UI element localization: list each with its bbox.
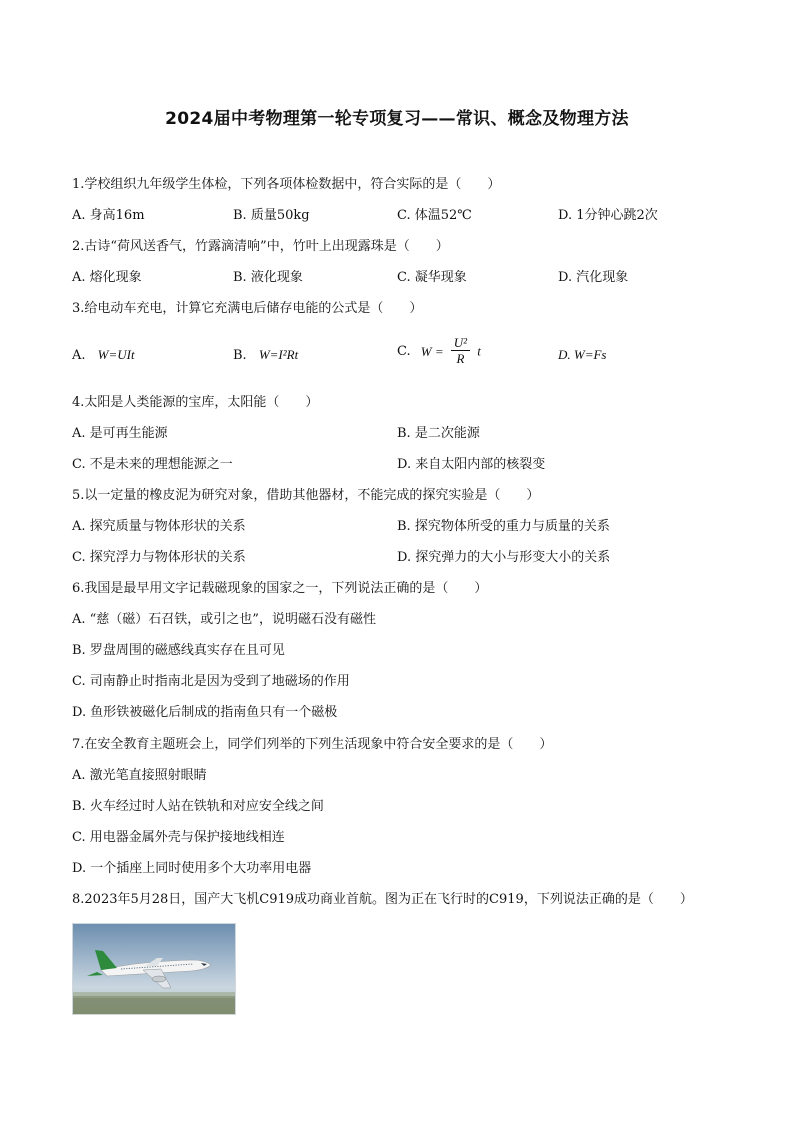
question-5-stem: 5.以一定量的橡皮泥为研究对象，借助其他器材，不能完成的探究实验是（ ）	[72, 488, 540, 503]
question-3-option-a[interactable]	[72, 346, 135, 365]
option-b-formula: W=I²Rt	[258, 347, 299, 362]
question-1-stem: 1.学校组织九年级学生体检，下列各项体检数据中，符合实际的是（ ）	[72, 177, 501, 192]
question-7-option-b[interactable]: B. 火车经过时人站在铁轨和对应安全线之间	[72, 799, 324, 814]
question-5-option-b[interactable]: B. 探究物体所受的重力与质量的关系	[397, 519, 610, 534]
question-7-option-a[interactable]: A. 激光笔直接照射眼睛	[72, 768, 207, 783]
fraction-numerator: U²	[451, 336, 470, 351]
question-1-option-b[interactable]: B. 质量50kg	[233, 208, 310, 223]
question-1-option-a[interactable]: A. 身高16m	[72, 208, 145, 223]
option-c-prefix: C.	[397, 344, 411, 359]
question-3-option-c[interactable]	[397, 336, 481, 367]
option-a-formula: W=UIt	[97, 347, 135, 362]
option-d-formula: D. W=Fs	[558, 347, 607, 362]
option-b-prefix: B.	[233, 348, 247, 363]
c919-airplane-photo	[72, 923, 236, 1015]
question-5-option-d[interactable]: D. 探究弹力的大小与形变大小的关系	[397, 550, 611, 565]
question-4-stem: 4.太阳是人类能源的宝库，太阳能（ ）	[72, 395, 319, 410]
option-c-tail: t	[477, 343, 481, 359]
question-1-option-d[interactable]: D. 1分钟心跳2次	[558, 208, 658, 223]
question-1-option-c[interactable]: C. 体温52℃	[397, 208, 472, 223]
question-5-option-c[interactable]: C. 探究浮力与物体形状的关系	[72, 550, 246, 565]
option-c-fraction	[451, 336, 470, 367]
question-5-option-a[interactable]: A. 探究质量与物体形状的关系	[72, 519, 246, 534]
question-6-stem: 6.我国是最早用文字记载磁现象的国家之一，下列说法正确的是（ ）	[72, 581, 488, 596]
question-7-stem: 7.在安全教育主题班会上，同学们列举的下列生活现象中符合安全要求的是（ ）	[72, 737, 553, 752]
question-4-option-b[interactable]: B. 是二次能源	[397, 426, 480, 441]
question-2-option-d[interactable]: D. 汽化现象	[558, 270, 629, 285]
question-3-option-b[interactable]	[233, 346, 298, 365]
question-6-option-c[interactable]: C. 司南静止时指南北是因为受到了地磁场的作用	[72, 674, 350, 689]
page-title: 2024届中考物理第一轮专项复习——常识、概念及物理方法	[165, 109, 629, 129]
question-6-option-a[interactable]: A. “慈（磁）石召铁，或引之也”，说明磁石没有磁性	[72, 612, 376, 627]
question-7-option-c[interactable]: C. 用电器金属外壳与保护接地线相连	[72, 830, 285, 845]
question-2-option-c[interactable]: C. 凝华现象	[397, 270, 467, 285]
question-4-option-c[interactable]: C. 不是未来的理想能源之一	[72, 457, 233, 472]
question-8-stem: 8.2023年5月28日，国产大飞机C919成功商业首航。图为正在飞行时的C919，下列说法正确的是（ ）	[72, 892, 693, 907]
question-4-option-d[interactable]: D. 来自太阳内部的核裂变	[397, 457, 546, 472]
question-2-stem: 2.古诗“荷风送香气，竹露滴清响”中，竹叶上出现露珠是（ ）	[72, 239, 449, 254]
question-6-option-b[interactable]: B. 罗盘周围的磁感线真实存在且可见	[72, 643, 285, 658]
question-3-stem: 3.给电动车充电，计算它充满电后储存电能的公式是（ ）	[72, 301, 423, 316]
question-4-option-a[interactable]: A. 是可再生能源	[72, 426, 168, 441]
question-7-option-d[interactable]: D. 一个插座上同时使用多个大功率用电器	[72, 861, 312, 876]
fraction-denominator: R	[456, 351, 465, 366]
question-6-option-d[interactable]: D. 鱼形铁被磁化后制成的指南鱼只有一个磁极	[72, 705, 338, 720]
question-2-option-a[interactable]: A. 熔化现象	[72, 270, 142, 285]
question-3-option-d[interactable]	[558, 346, 607, 365]
option-a-prefix: A.	[72, 348, 86, 363]
airplane-illustration	[73, 924, 235, 1014]
option-c-lhs: W =	[420, 343, 444, 359]
question-2-option-b[interactable]: B. 液化现象	[233, 270, 303, 285]
